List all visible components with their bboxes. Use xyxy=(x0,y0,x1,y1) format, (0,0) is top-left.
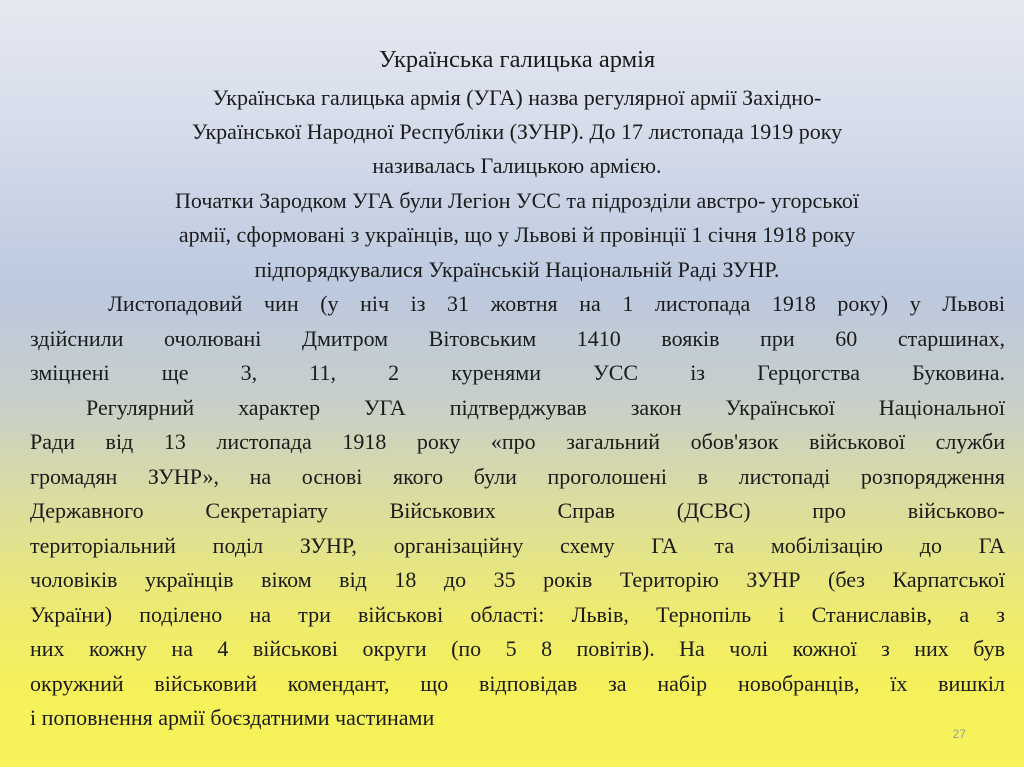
text-line: територіальний поділ ЗУНР, організаційну схему ГА та мобілізацію до ГА xyxy=(30,533,1005,558)
text-line: Листопадовий чин (у ніч із 31 жовтня на 1 листопада 1918 року) у Львові xyxy=(108,291,1005,316)
text-line: зміцнені ще 3, 11, 2 куренями УСС із Герцогства Буковина. xyxy=(30,360,1005,385)
text-line: них кожну на 4 військові округи (по 5 8 повітів). На чолі кожної з них був xyxy=(30,636,1005,661)
text-line: підпорядкувалися Українській Національній Раді ЗУНР. xyxy=(254,257,780,282)
text-line: чоловіків українців віком від 18 до 35 років Територію ЗУНР (без Карпатської xyxy=(30,567,1005,592)
text-line: Української Народної Республіки (ЗУНР). До 17 листопада 1919 року xyxy=(191,119,843,144)
text-line: називалась Галицькою армією. xyxy=(372,153,662,178)
text-line: Регулярний характер УГА підтверджував закон Української Національної xyxy=(86,395,1005,420)
text-line: Початки Зародком УГА були Легіон УСС та підрозділи австро- угорської xyxy=(175,188,859,213)
text-line: України) поділено на три військові області: Львів, Тернопіль і Станиславів, а з xyxy=(30,602,1005,627)
text-line: і поповнення армії боєздатними частинами xyxy=(30,705,435,730)
page-number: 27 xyxy=(952,727,966,741)
text-line: армії, сформовані з українців, що у Львові й провінції 1 січня 1918 року xyxy=(178,222,856,247)
text-line: здійснили очолювані Дмитром Вітовським 1410 вояків при 60 старшинах, xyxy=(30,326,1005,351)
text-line: Державного Секретаріату Військових Справ (ДСВС) про військово- xyxy=(30,498,1005,523)
text-line: громадян ЗУНР», на основі якого були проголошені в листопаді розпорядження xyxy=(30,464,1005,489)
text-line: окружний військовий комендант, що відповідав за набір новобранців, їх вишкіл xyxy=(30,671,1005,696)
text-line: Українська галицька армія (УГА) назва регулярної армії Західно- xyxy=(212,85,822,110)
text-line: Ради від 13 листопада 1918 року «про загальний обов'язок військової служби xyxy=(30,429,1005,454)
slide-title: Українська галицька армія xyxy=(378,46,656,73)
